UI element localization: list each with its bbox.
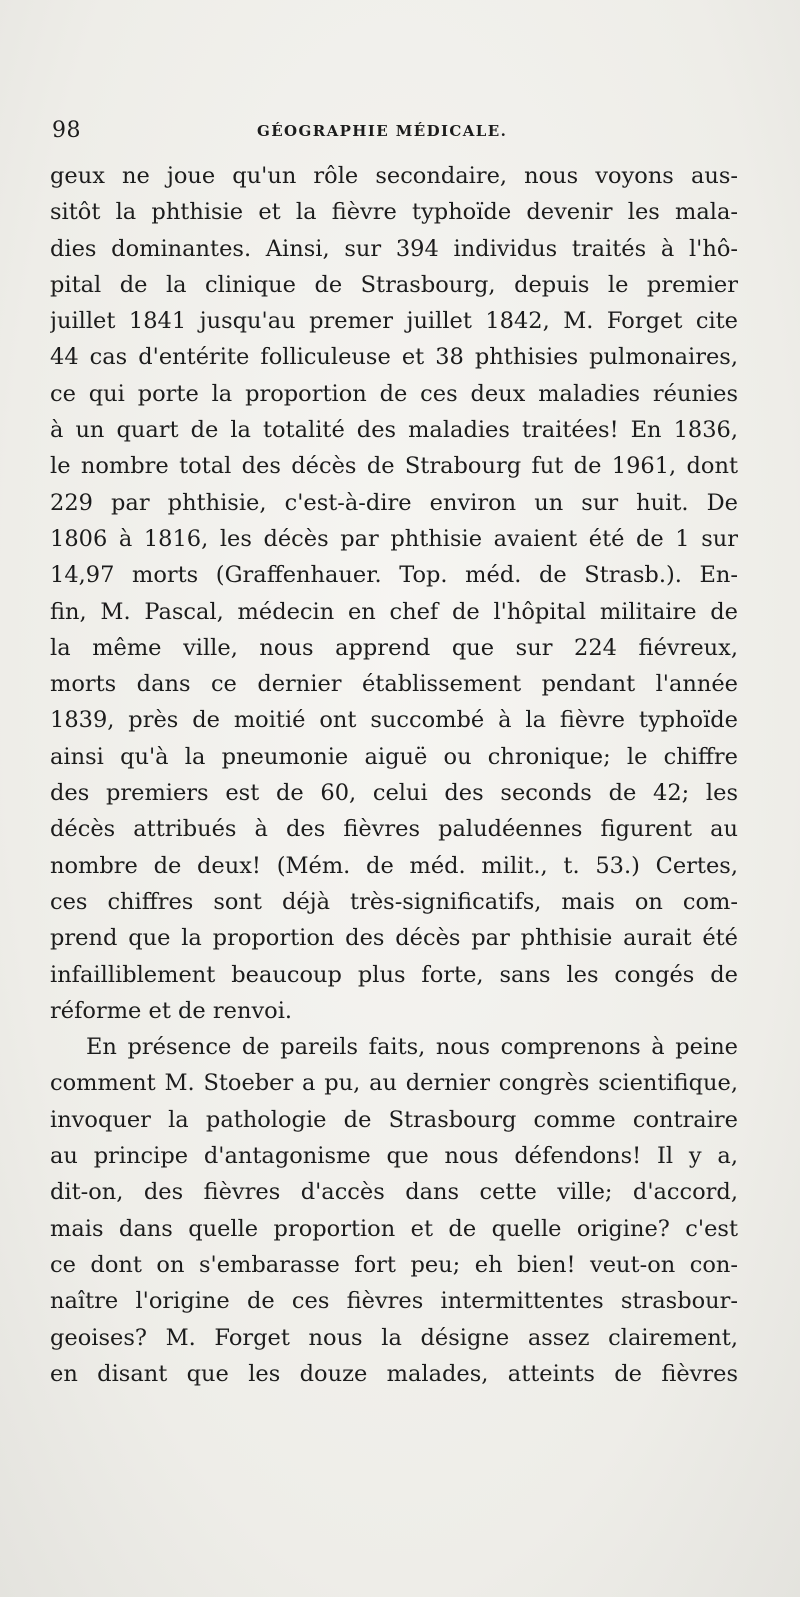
text-line: 14,97 morts (Graffenhauer. Top. méd. de Strasb.). En- xyxy=(50,562,738,589)
text-line: à un quart de la totalité des maladies traitées! En 1836, xyxy=(50,417,738,444)
text-line: juillet 1841 jusqu'au premer juillet 1842, M. Forget cite xyxy=(50,308,738,335)
text-line: en disant que les douze malades, atteints de fièvres xyxy=(50,1360,738,1387)
text-line: 1806 à 1816, les décès par phthisie avaient été de 1 sur xyxy=(50,525,738,552)
body-text xyxy=(50,158,738,1392)
text-line: des premiers est de 60, celui des seconds de 42; les xyxy=(50,780,738,807)
text-line: 44 cas d'entérite folliculeuse et 38 phthisies pulmonaires, xyxy=(50,344,738,371)
text-line: réforme et de renvoi. xyxy=(50,997,293,1024)
running-title: GÉOGRAPHIE MÉDICALE. xyxy=(257,122,508,140)
text-line: ce qui porte la proportion de ces deux maladies réunies xyxy=(50,380,738,407)
text-line: comment M. Stoeber a pu, au dernier congrès scientifique, xyxy=(50,1070,738,1097)
text-line: ainsi qu'à la pneumonie aiguë ou chronique; le chiffre xyxy=(50,743,738,770)
text-line: 1839, près de moitié ont succombé à la fièvre typhoïde xyxy=(50,707,738,734)
text-line: ces chiffres sont déjà très-significatifs, mais on com- xyxy=(50,888,738,915)
text-line: dies dominantes. Ainsi, sur 394 individus traités à l'hô- xyxy=(50,235,738,262)
text-line: fin, M. Pascal, médecin en chef de l'hôpital militaire de xyxy=(50,598,738,625)
text-line: mais dans quelle proportion et de quelle origine? c'est xyxy=(50,1215,738,1242)
text-line: au principe d'antagonisme que nous défendons! Il y a, xyxy=(50,1143,738,1170)
paragraph-1 xyxy=(50,158,738,1029)
text-line: geoises? M. Forget nous la désigne assez clairement, xyxy=(50,1324,738,1351)
text-line: geux ne joue qu'un rôle secondaire, nous voyons aus- xyxy=(50,163,738,189)
text-line: 229 par phthisie, c'est-à-dire environ un sur huit. De xyxy=(50,489,738,516)
page-number: 98 xyxy=(52,118,81,143)
text-line: invoquer la pathologie de Strasbourg comme contraire xyxy=(50,1106,738,1133)
text-line: dit-on, des fièvres d'accès dans cette ville; d'accord, xyxy=(50,1179,738,1206)
page-header xyxy=(52,118,732,148)
text-line: la même ville, nous apprend que sur 224 fiévreux, xyxy=(50,634,738,661)
text-line: prend que la proportion des décès par phthisie aurait été xyxy=(50,925,738,952)
text-line: infailliblement beaucoup plus forte, sans les congés de xyxy=(50,961,738,988)
text-line: morts dans ce dernier établissement pendant l'année xyxy=(50,671,738,698)
text-line: naître l'origine de ces fièvres intermittentes strasbour- xyxy=(50,1288,738,1315)
text-line: décès attribués à des fièvres paludéennes figurent au xyxy=(50,816,738,843)
text-line: pital de la clinique de Strasbourg, depuis le premier xyxy=(50,271,738,298)
text-line: En présence de pareils faits, nous comprenons à peine xyxy=(86,1034,738,1061)
paragraph-2 xyxy=(50,1029,738,1392)
text-line: sitôt la phthisie et la fièvre typhoïde devenir les mala- xyxy=(50,199,738,226)
text-line: nombre de deux! (Mém. de méd. milit., t. 53.) Certes, xyxy=(50,852,738,879)
text-line: ce dont on s'embarasse fort peu; eh bien! veut-on con- xyxy=(50,1251,738,1278)
text-line: le nombre total des décès de Strabourg fut de 1961, dont xyxy=(50,453,738,480)
